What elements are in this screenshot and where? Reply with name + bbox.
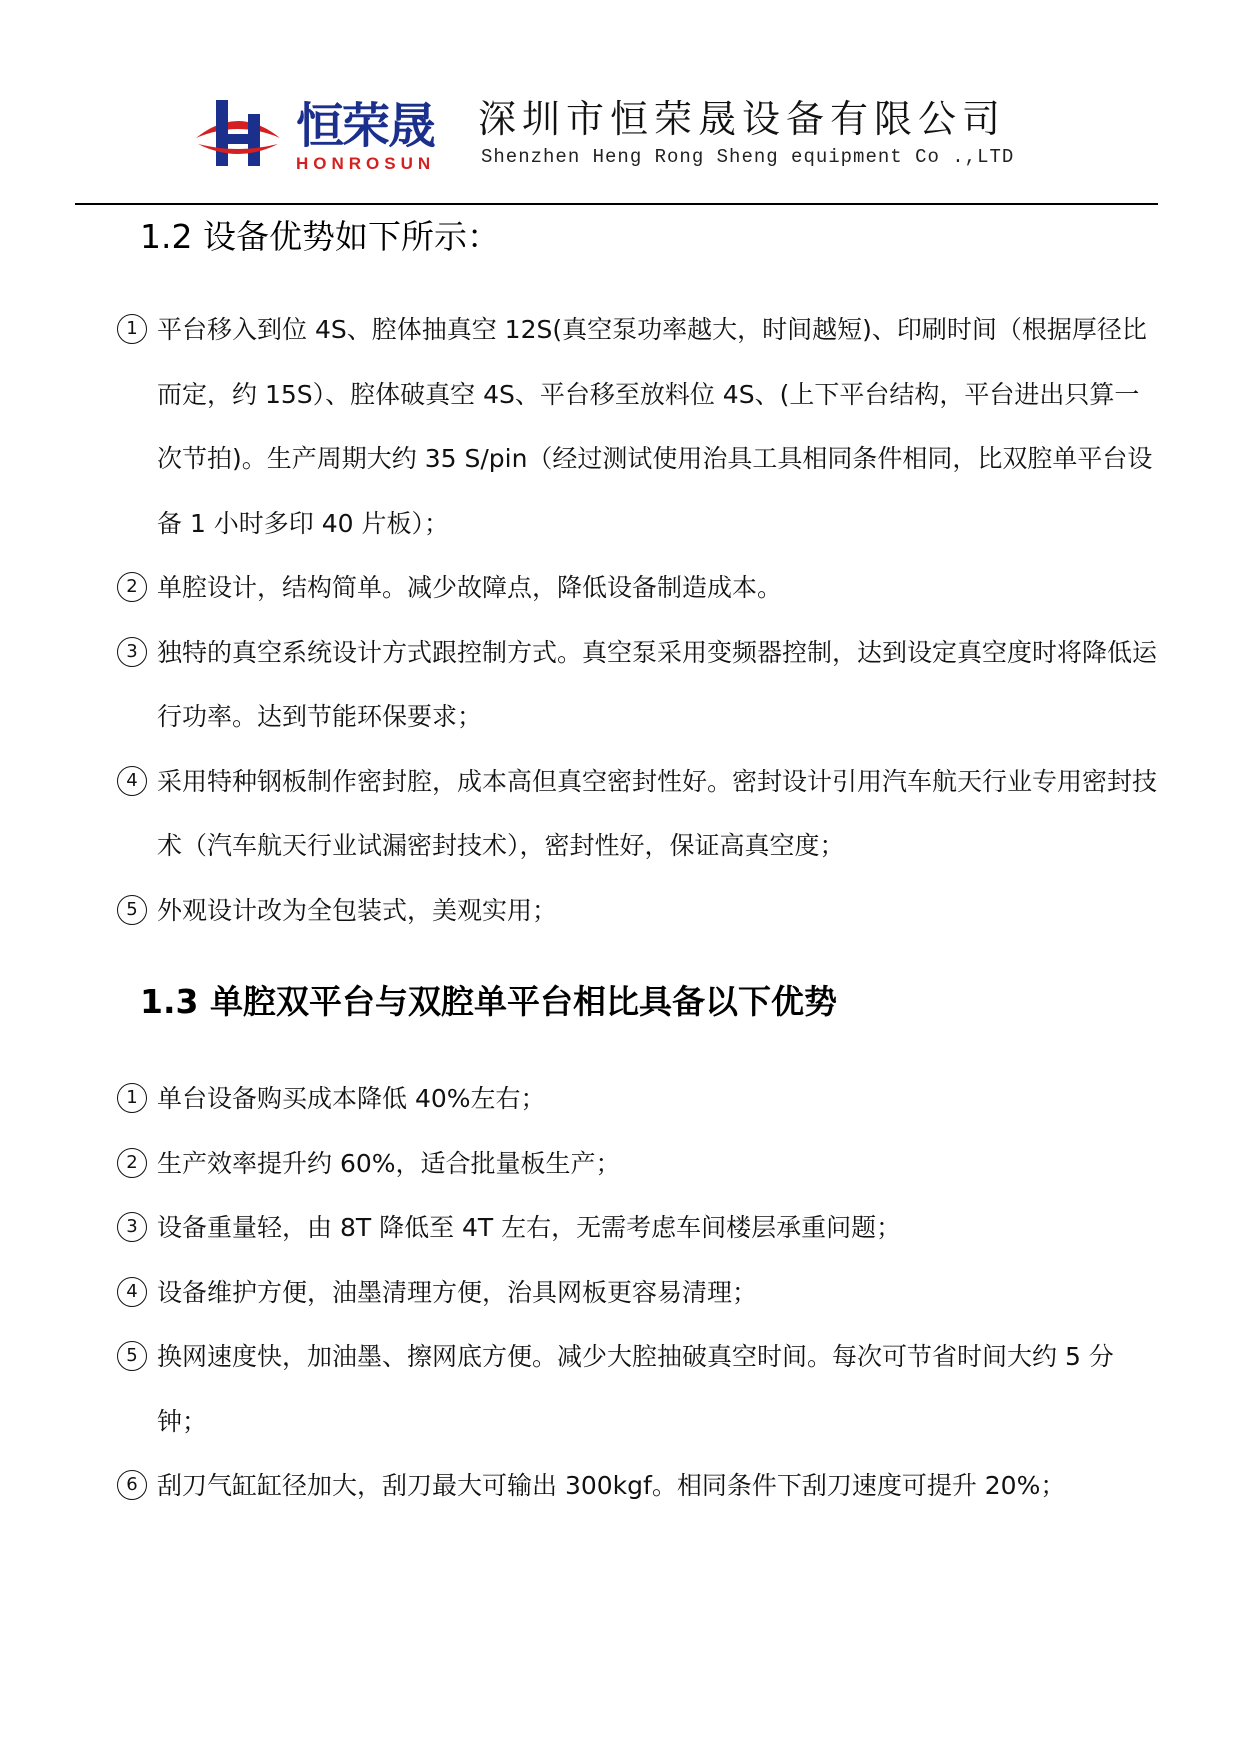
brand-name-cn: 恒荣晟 — [296, 98, 435, 154]
item-text: 独特的真空系统设计方式跟控制方式。真空泵采用变频器控制，达到设定真空度时将降低运行功率。达到节能环保要求； — [157, 637, 1158, 731]
item-number: 5 — [117, 1341, 147, 1371]
item-text: 平台移入到位 4S、腔体抽真空 12S(真空泵功率越大，时间越短)、印刷时间（根据厚径比而定，约 15S）、腔体破真空 4S、平台移至放料位 4S、(上下平台结构，平台进出只算一次节拍)。生产周期大约 35 S/pin（经过测试使用治具工具相同条件相同，比双腔单平台设备 1 小时多印 40 片板）； — [157, 315, 1153, 538]
list-item — [117, 621, 1162, 750]
item-number: 4 — [117, 766, 147, 796]
item-text: 外观设计改为全包装式，美观实用； — [157, 895, 558, 925]
item-text: 刮刀气缸缸径加大，刮刀最大可输出 300kgf。相同条件下刮刀速度可提升 20%； — [157, 1471, 1066, 1500]
header-divider — [75, 203, 1158, 205]
item-text: 换网速度快，加油墨、擦网底方便。减少大腔抽破真空时间。每次可节省时间大约 5 分钟； — [157, 1342, 1114, 1436]
item-text: 设备重量轻，由 8T 降低至 4T 左右，无需考虑车间楼层承重问题； — [157, 1213, 902, 1242]
item-text: 采用特种钢板制作密封腔，成本高但真空密封性好。密封设计引用汽车航天行业专用密封技术（汽车航天行业试漏密封技术），密封性好，保证高真空度； — [157, 766, 1158, 860]
list-item — [117, 750, 1162, 879]
section-title-advantages: 1.2 设备优势如下所示： — [140, 217, 500, 256]
list-item — [117, 1196, 1162, 1261]
list-item — [117, 879, 1162, 944]
list-item — [117, 1325, 1162, 1454]
company-header — [188, 90, 1068, 180]
item-number: 1 — [117, 1083, 147, 1113]
item-number: 1 — [117, 314, 147, 344]
item-text: 生产效率提升约 60%，适合批量板生产； — [157, 1148, 621, 1178]
list-item — [117, 298, 1162, 556]
company-name-cn: 深圳市恒荣晟设备有限公司 — [478, 97, 1007, 141]
item-number: 5 — [117, 895, 147, 925]
item-text: 设备维护方便，油墨清理方便，治具网板更容易清理； — [157, 1277, 758, 1307]
item-number: 3 — [117, 637, 147, 667]
list-item — [117, 556, 1162, 621]
comparison-list — [117, 1067, 1162, 1519]
item-number: 6 — [117, 1470, 147, 1500]
brand-name-en: HONROSUN — [296, 154, 436, 173]
item-number: 3 — [117, 1212, 147, 1242]
item-text: 单台设备购买成本降低 40%左右； — [157, 1084, 546, 1113]
item-number: 2 — [117, 1148, 147, 1178]
company-logo-icon — [188, 94, 288, 172]
advantages-list — [117, 298, 1162, 943]
section-title-comparison: 1.3 单腔双平台与双腔单平台相比具备以下优势 — [140, 982, 837, 1021]
list-item — [117, 1261, 1162, 1326]
list-item — [117, 1454, 1162, 1519]
item-number: 4 — [117, 1277, 147, 1307]
list-item — [117, 1132, 1162, 1197]
item-number: 2 — [117, 572, 147, 602]
list-item — [117, 1067, 1162, 1132]
item-text: 单腔设计，结构简单。减少故障点，降低设备制造成本。 — [157, 573, 783, 602]
company-name-en: Shenzhen Heng Rong Sheng equipment Co .,LTD — [481, 146, 1015, 168]
